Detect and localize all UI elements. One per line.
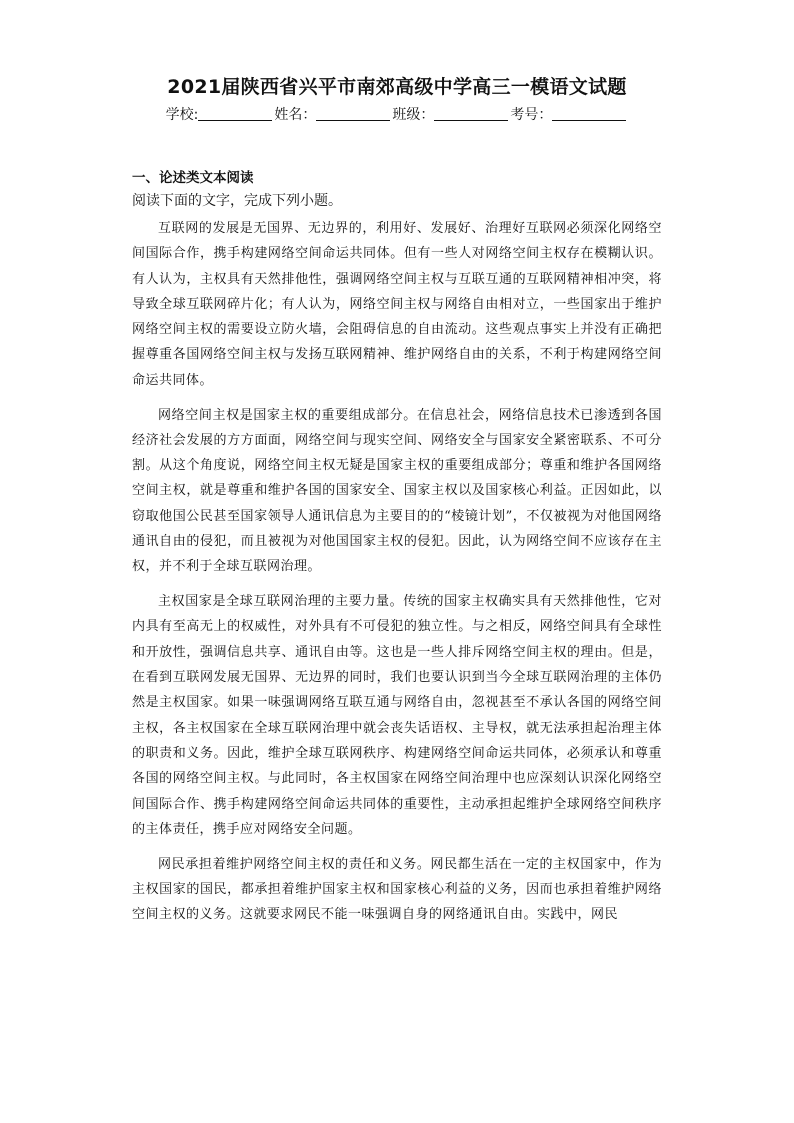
passage-paragraph-4: 网民承担着维护网络空间主权的责任和义务。网民都生活在一定的主权国家中，作为主权国家的国民，都承担着维护国家主权和国家核心利益的义务，因而也承担着维护网络空间主权的义务。这就要求网民不能一味强调自身的网络通讯自由。实践中，网民	[132, 856, 662, 923]
passage-paragraph-3: 主权国家是全球互联网治理的主要力量。传统的国家主权确实具有天然排他性，它对内具有至高无上的权威性，对外具有不可侵犯的独立性。与之相反，网络空间具有全球性和开放性，强调信息共享、通讯自由等。这也是一些人排斥网络空间主权的理由。但是，在看到互联网发展无国界、无边界的同时，我们也要认识到当今全球互联网治理的主体仍然是主权国家。如果一味强调网络互联互通与网络自由，忽视甚至不承认各国的网络空间主权，各主权国家在全球互联网治理中就会丧失话语权、主导权，就无法承担起治理主体的职责和义务。因此，维护全球互联网秩序、构建网络空间命运共同体，必须承认和尊重各国的网络空间主权。与此同时，各主权国家在网络空间治理中也应深刻认识深化网络空间国际合作、携手构建网络空间命运共同体的重要性，主动承担起维护全球网络空间秩序的主体责任，携手应对网络安全问题。	[132, 594, 662, 837]
exam-title: 2021届陕西省兴平市南郊高级中学高三一模语文试题	[167, 76, 627, 98]
passage-paragraph-1: 互联网的发展是无国界、无边界的，利用好、发展好、治理好互联网必须深化网络空间国际合作，携手构建网络空间命运共同体。但有一些人对网络空间主权存在模糊认识。有人认为，主权具有天然排他性，强调网络空间主权与互联互通的互联网精神相冲突，将导致全球互联网碎片化；有人认为，网络空间主权与网络自由相对立，一些国家出于维护网络空间主权的需要设立防火墙，会阻碍信息的自由流动。这些观点事实上并没有正确把握尊重各国网络空间主权与发扬互联网精神、维护网络自由的关系，不利于构建网络空间命运共同体。	[132, 221, 662, 388]
school-blank[interactable]	[198, 106, 272, 121]
student-info-line	[0, 104, 794, 124]
name-blank[interactable]	[316, 106, 390, 121]
class-label: 班级：	[392, 107, 435, 123]
school-label: 学校:	[165, 107, 199, 123]
exam-no-label: 考号：	[510, 107, 553, 123]
exam-no-blank[interactable]	[552, 106, 626, 121]
class-blank[interactable]	[434, 106, 508, 121]
passage	[132, 216, 662, 937]
reading-instruction: 阅读下面的文字，完成下列小题。	[132, 193, 342, 209]
passage-paragraph-2: 网络空间主权是国家主权的重要组成部分。在信息社会，网络信息技术已渗透到各国经济社会发展的方方面面，网络空间与现实空间、网络安全与国家安全紧密联系、不可分割。从这个角度说，网络空间主权无疑是国家主权的重要组成部分；尊重和维护各国网络空间主权，就是尊重和维护各国的国家安全、国家主权以及国家核心利益。正因如此，以窃取他国公民甚至国家领导人通讯信息为主要目的的“棱镜计划”，不仅被视为对他国网络通讯自由的侵犯，而且被视为对他国国家主权的侵犯。因此，认为网络空间不应该存在主权，并不利于全球互联网治理。	[132, 407, 662, 575]
section-heading: 一、论述类文本阅读	[132, 170, 254, 186]
name-label: 姓名：	[274, 107, 317, 123]
